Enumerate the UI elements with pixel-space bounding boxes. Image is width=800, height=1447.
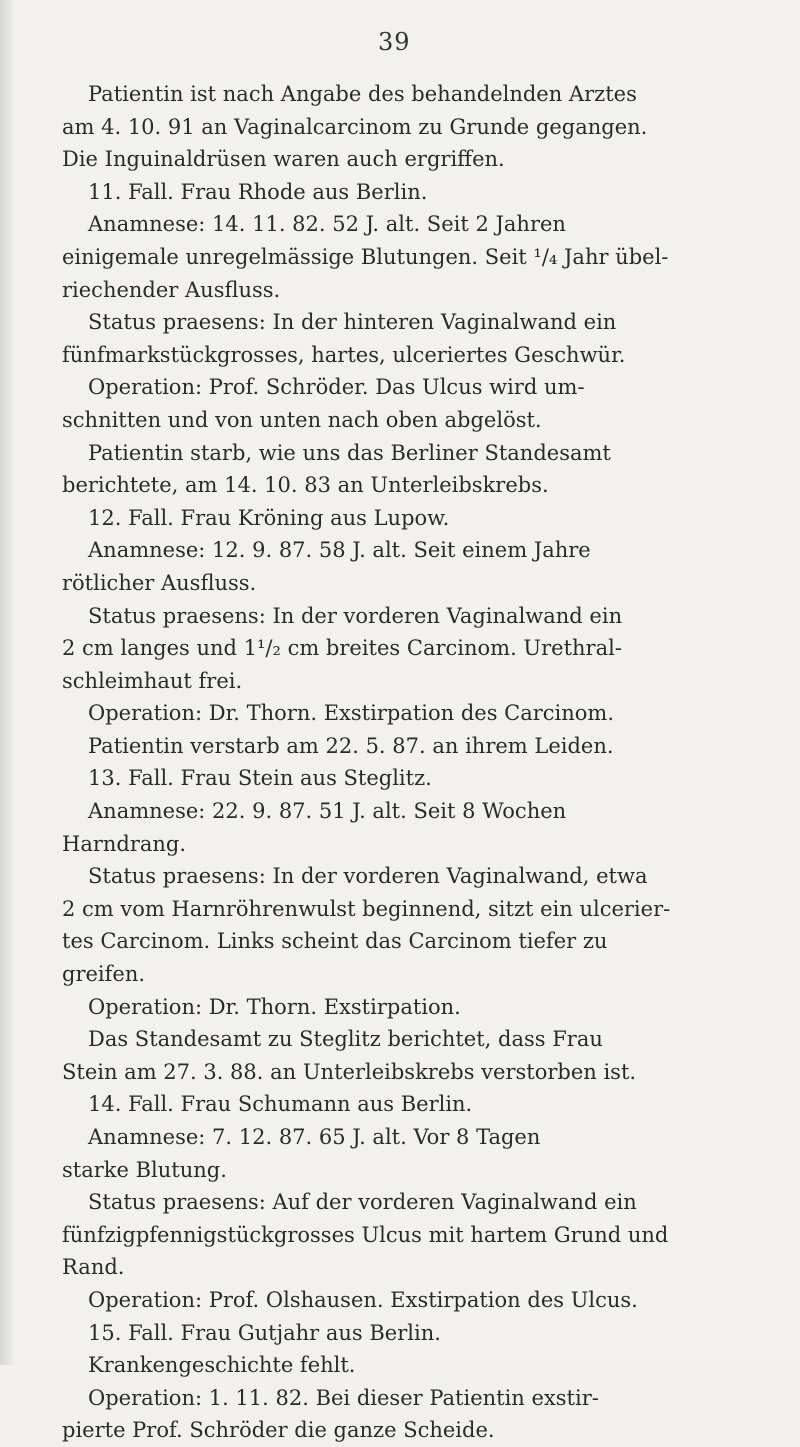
text-line: Operation: Dr. Thorn. Exstirpation des Carcinom. [88, 701, 615, 726]
body-text [62, 78, 742, 1447]
text-line: schleimhaut frei. [62, 668, 243, 693]
page-gutter-shadow [0, 0, 14, 1365]
case-heading: 12. Fall. Frau Kröning aus Lupow. [88, 505, 450, 530]
text-line: 2 cm vom Harnröhrenwulst beginnend, sitzt ein ulcerier- [62, 896, 671, 921]
text-line: Die Inguinaldrüsen waren auch ergriffen. [62, 147, 505, 172]
text-line: schnitten und von unten nach oben abgelöst. [62, 407, 542, 432]
text-line: Status praesens: In der hinteren Vaginalwand ein [88, 310, 617, 335]
text-line: Status praesens: Auf der vorderen Vaginalwand ein [88, 1190, 637, 1215]
text-line: Patientin starb, wie uns das Berliner Standesamt [88, 440, 611, 465]
text-line: fünfzigpfennigstückgrosses Ulcus mit hartem Grund und [62, 1222, 669, 1247]
text-line: tes Carcinom. Links scheint das Carcinom tiefer zu [62, 929, 608, 954]
text-line: einigemale unregelmässige Blutungen. Seit ¹/₄ Jahr übel- [62, 244, 669, 269]
text-line: Das Standesamt zu Steglitz berichtet, dass Frau [88, 1027, 603, 1052]
text-line: Anamnese: 22. 9. 87. 51 J. alt. Seit 8 Wochen [88, 799, 567, 824]
text-line: Operation: 1. 11. 82. Bei dieser Patientin exstir- [88, 1385, 599, 1410]
text-line: Anamnese: 14. 11. 82. 52 J. alt. Seit 2 Jahren [88, 212, 566, 237]
text-line: Patientin verstarb am 22. 5. 87. an ihrem Leiden. [88, 733, 614, 758]
text-line: Harndrang. [62, 831, 187, 856]
text-line: Status praesens: In der vorderen Vaginalwand ein [88, 603, 623, 628]
case-heading: 15. Fall. Frau Gutjahr aus Berlin. [88, 1320, 441, 1345]
case-heading: 13. Fall. Frau Stein aus Steglitz. [88, 766, 432, 791]
text-line: Anamnese: 7. 12. 87. 65 J. alt. Vor 8 Tagen [88, 1125, 541, 1149]
text-line: Patientin ist nach Angabe des behandelnden Arztes [88, 82, 637, 106]
text-line: am 4. 10. 91 an Vaginalcarcinom zu Grunde gegangen. [62, 114, 648, 139]
text-line: Status praesens: In der vorderen Vaginalwand, etwa [88, 864, 648, 889]
text-line: greifen. [62, 962, 146, 987]
text-line: pierte Prof. Schröder die ganze Scheide. [62, 1418, 495, 1443]
text-line: Operation: Prof. Schröder. Das Ulcus wird um- [88, 375, 585, 400]
text-line: starke Blutung. [62, 1157, 227, 1182]
text-line: berichtete, am 14. 10. 83 an Unterleibskrebs. [62, 473, 549, 498]
text-line: Anamnese: 12. 9. 87. 58 J. alt. Seit einem Jahre [88, 538, 591, 563]
text-line: riechender Ausfluss. [62, 277, 281, 302]
text-line: Operation: Dr. Thorn. Exstirpation. [88, 994, 461, 1019]
text-line: 2 cm langes und 1¹/₂ cm breites Carcinom. Urethral- [62, 636, 622, 661]
text-line: Krankengeschichte fehlt. [88, 1353, 356, 1378]
page-number: 39 [378, 28, 411, 56]
case-heading: 11. Fall. Frau Rhode aus Berlin. [88, 179, 428, 204]
text-line: Operation: Prof. Olshausen. Exstirpation des Ulcus. [88, 1287, 638, 1312]
text-line: fünfmarkstückgrosses, hartes, ulceriertes Geschwür. [62, 342, 626, 367]
case-heading: 14. Fall. Frau Schumann aus Berlin. [88, 1092, 473, 1117]
text-line: Stein am 27. 3. 88. an Unterleibskrebs verstorben ist. [62, 1059, 637, 1084]
text-line: rötlicher Ausfluss. [62, 570, 257, 595]
text-line: Rand. [62, 1255, 125, 1280]
